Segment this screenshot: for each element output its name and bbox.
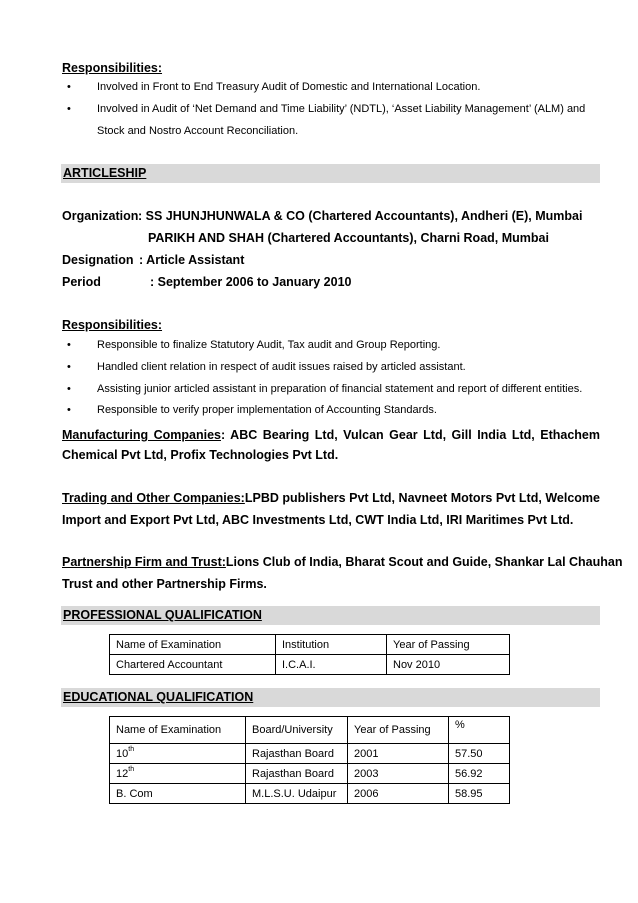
- educational-qualification-table: [109, 716, 510, 804]
- table-cell: Nov 2010: [387, 655, 510, 675]
- section-band-professional: [61, 606, 600, 625]
- table-cell: 56.92: [449, 764, 510, 784]
- manufacturing-line-1: [62, 424, 600, 446]
- table-cell: 2006: [348, 784, 449, 804]
- table-header-cell: Board/University: [246, 717, 348, 744]
- list-item-text: Responsible to finalize Statutory Audit, Tax audit and Group Reporting.: [97, 339, 441, 351]
- table-header-cell: Name of Examination: [110, 635, 276, 655]
- table-header-cell: Year of Passing: [348, 717, 449, 744]
- exam-name: 12: [116, 767, 129, 780]
- list-item-text: Involved in Front to End Treasury Audit of Domestic and International Location.: [97, 81, 481, 93]
- partnership-text: Lions Club of India, Bharat Scout and Guide, Shankar Lal Chauhan: [225, 555, 623, 569]
- manufacturing-label: Manufacturing Companies: [62, 428, 221, 442]
- list-item-text: Stock and Nostro Account Reconciliation.: [97, 125, 299, 137]
- designation-value: : Article Assistant: [139, 253, 245, 267]
- exam-superscript: th: [128, 765, 135, 773]
- percent-header: %: [455, 719, 465, 731]
- table-header-cell: Name of Examination: [110, 717, 246, 744]
- manufacturing-line-2: Chemical Pvt Ltd, Profix Technologies Pvt Ltd.: [62, 448, 339, 462]
- table-header-row: [110, 635, 510, 655]
- table-row: [110, 744, 510, 764]
- section-title: PROFESSIONAL QUALIFICATION: [63, 608, 262, 622]
- list-item-text: Responsible to verify proper implementation of Accounting Standards.: [97, 404, 437, 416]
- manufacturing-text: : ABC Bearing Ltd, Vulcan Gear Ltd, Gill India Ltd, Ethachem: [220, 428, 600, 442]
- section-band-educational: [61, 688, 600, 707]
- table-cell: M.L.S.U. Udaipur: [246, 784, 348, 804]
- table-header-cell: Year of Passing: [387, 635, 510, 655]
- period-label: Period: [62, 275, 101, 289]
- table-row: [110, 655, 510, 675]
- exam-name: 10: [116, 747, 129, 760]
- table-header-cell: [449, 717, 510, 744]
- table-cell: I.C.A.I.: [276, 655, 387, 675]
- section-title: ARTICLESHIP: [63, 166, 147, 180]
- table-cell: Rajasthan Board: [246, 764, 348, 784]
- table-row: [110, 784, 510, 804]
- list-item-text: Handled client relation in respect of audit issues raised by articled assistant.: [97, 361, 466, 373]
- professional-qualification-table: [109, 634, 510, 675]
- table-cell: [110, 784, 246, 804]
- section-band-articleship: [61, 164, 600, 183]
- trading-label: Trading and Other Companies:: [62, 491, 245, 505]
- partnership-label: Partnership Firm and Trust:: [62, 555, 226, 569]
- trading-line-1: [62, 487, 600, 509]
- organization-value-1: : SS JHUNJHUNWALA & CO (Chartered Accountants), Andheri (E), Mumbai: [138, 209, 583, 223]
- table-cell: 58.95: [449, 784, 510, 804]
- list-item-text: Involved in Audit of ‘Net Demand and Time Liability’ (NDTL), ‘Asset Liability Management’ (ALM) and: [97, 103, 586, 115]
- trading-text: LPBD publishers Pvt Ltd, Navneet Motors Pvt Ltd, Welcome: [244, 491, 600, 505]
- table-cell: Chartered Accountant: [110, 655, 276, 675]
- section-title: EDUCATIONAL QUALIFICATION: [63, 690, 254, 704]
- exam-superscript: th: [128, 745, 135, 753]
- trading-line-2: Import and Export Pvt Ltd, ABC Investments Ltd, CWT India Ltd, IRI Maritimes Pvt Ltd.: [62, 513, 574, 527]
- table-row: [110, 764, 510, 784]
- table-cell: 2001: [348, 744, 449, 764]
- responsibilities-heading-1: Responsibilities:: [62, 61, 163, 75]
- table-cell: [110, 744, 246, 764]
- table-cell: 2003: [348, 764, 449, 784]
- designation-label: Designation: [62, 253, 134, 267]
- table-cell: 57.50: [449, 744, 510, 764]
- partnership-line-1: [62, 551, 623, 573]
- partnership-line-2: Trust and other Partnership Firms.: [62, 577, 267, 591]
- responsibilities-heading-2: Responsibilities:: [62, 318, 163, 332]
- table-cell: Rajasthan Board: [246, 744, 348, 764]
- exam-name: B. Com: [116, 787, 153, 800]
- table-header-cell: Institution: [276, 635, 387, 655]
- period-value: : September 2006 to January 2010: [150, 275, 352, 289]
- table-header-row: [110, 717, 510, 744]
- list-item-text: Assisting junior articled assistant in preparation of financial statement and report of different entities.: [97, 383, 583, 395]
- table-cell: [110, 764, 246, 784]
- organization-label: Organization: [62, 209, 139, 223]
- organization-value-2: PARIKH AND SHAH (Chartered Accountants), Charni Road, Mumbai: [148, 231, 549, 245]
